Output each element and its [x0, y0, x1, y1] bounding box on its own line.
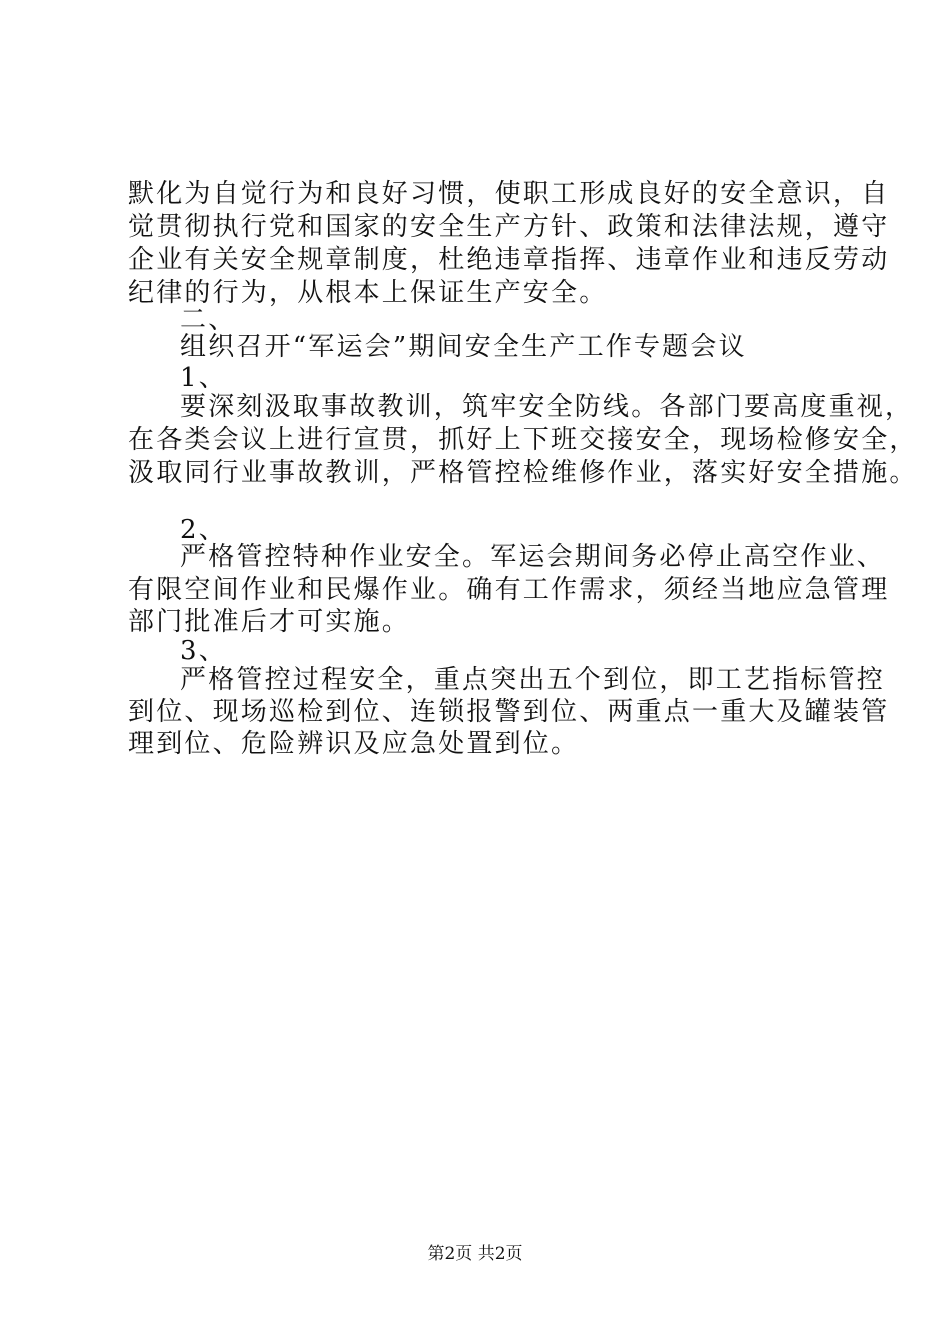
section-title: 组织召开“军运会”期间安全生产工作专题会议	[180, 332, 747, 362]
intro-line-4: 纪律的行为，从根本上保证生产安全。	[128, 278, 608, 308]
item-3-line-3: 理到位、危险辨识及应急处置到位。	[128, 729, 580, 759]
page-footer: 第2页 共2页	[427, 1244, 523, 1264]
intro-line-3: 企业有关安全规章制度，杜绝违章指挥、违章作业和违反劳动	[128, 245, 890, 275]
item-2-number: 2、	[180, 515, 227, 545]
item-2-line-3: 部门批准后才可实施。	[128, 607, 411, 637]
item-2-line-2: 有限空间作业和民爆作业。确有工作需求，须经当地应急管理	[128, 575, 890, 605]
intro-line-2: 觉贯彻执行党和国家的安全生产方针、政策和法律法规，遵守	[128, 212, 890, 242]
item-3-number: 3、	[180, 636, 227, 666]
item-3-line-1: 严格管控过程安全，重点突出五个到位，即工艺指标管控	[180, 665, 886, 695]
item-1-line-1: 要深刻汲取事故教训，筑牢安全防线。各部门要高度重视，	[180, 392, 914, 422]
item-2-line-1: 严格管控特种作业安全。军运会期间务必停止高空作业、	[180, 542, 886, 572]
section-number: 二、	[180, 305, 237, 335]
item-3-line-2: 到位、现场巡检到位、连锁报警到位、两重点一重大及罐装管	[128, 697, 890, 727]
item-1-line-3: 汲取同行业事故教训，严格管控检维修作业，落实好安全措施。	[128, 458, 918, 488]
intro-line-1: 默化为自觉行为和良好习惯，使职工形成良好的安全意识，自	[128, 179, 890, 209]
item-1-number: 1、	[180, 363, 227, 393]
item-1-line-2: 在各类会议上进行宣贯，抓好上下班交接安全，现场检修安全，	[128, 425, 918, 455]
